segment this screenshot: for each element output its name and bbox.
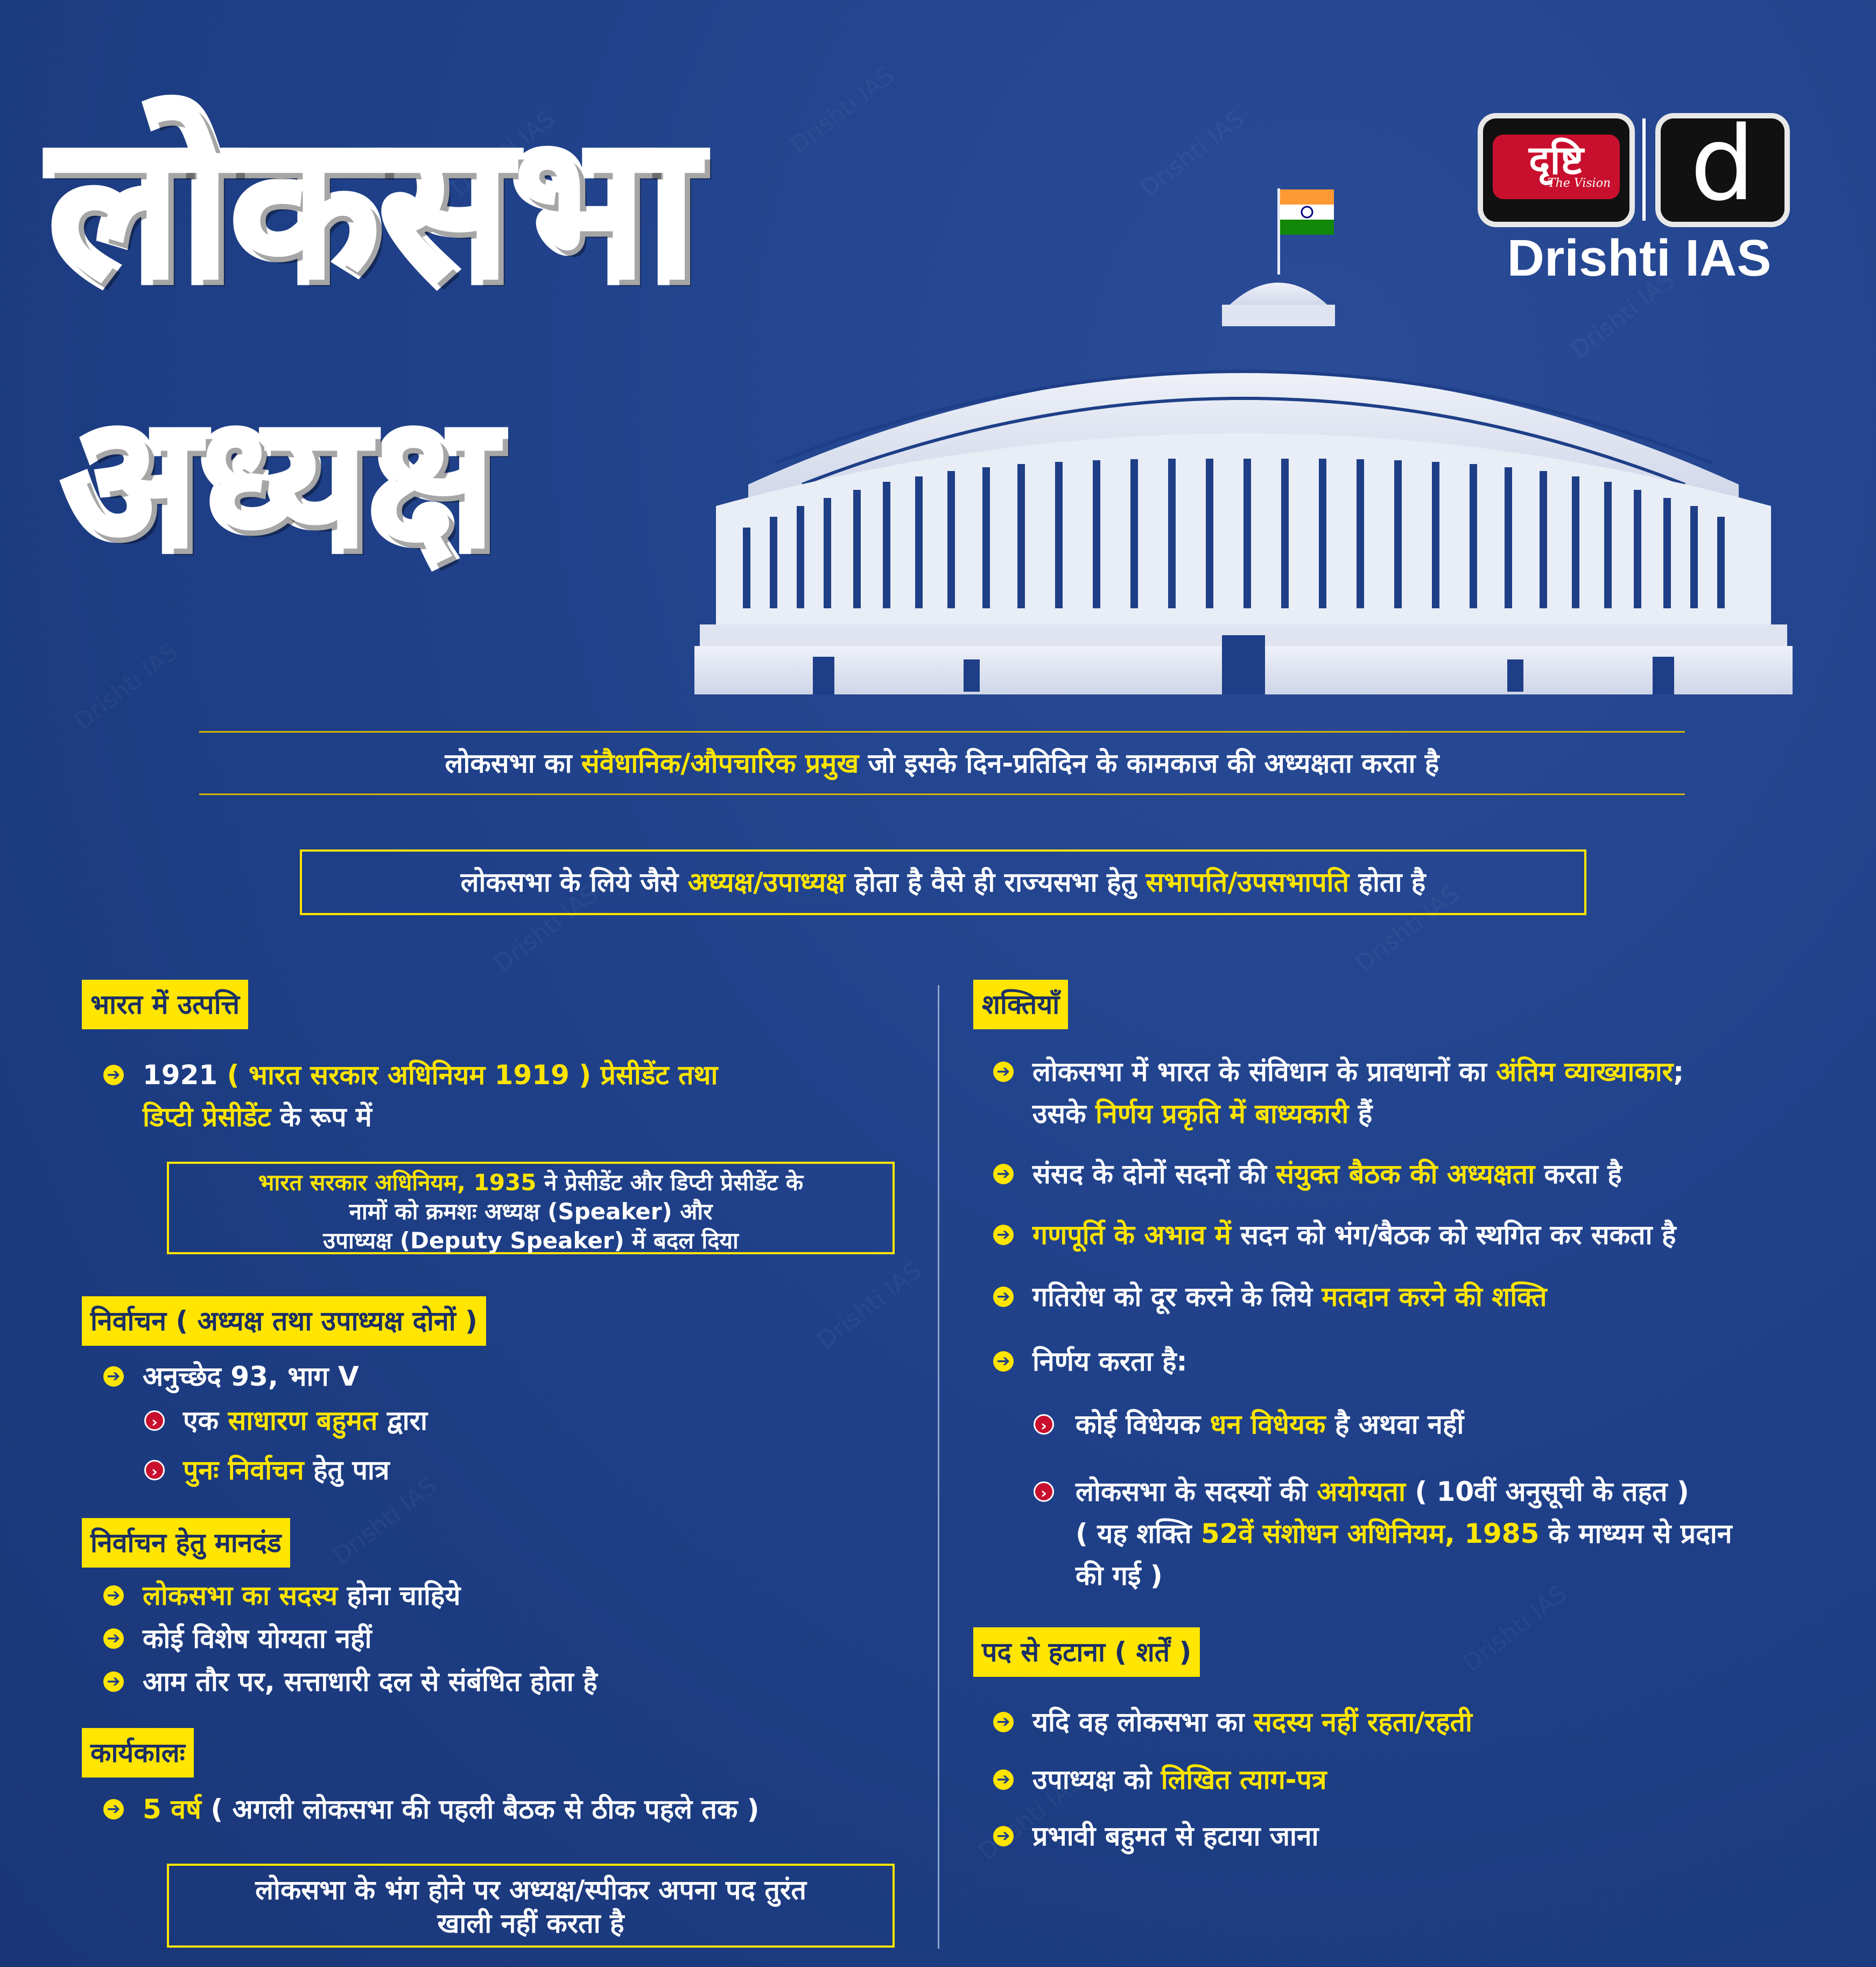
note-1935-act: भारत सरकार अधिनियम, 1935 ने प्रेसीडेंट और डिप्टी प्रेसीडेंट के नामों को क्रमशः अध्यक्ष (Speaker) और उपाध्यक्ष (Deputy Speaker) में बदल दिया	[167, 1162, 895, 1254]
tagline-text-end: जो इसके दिन-प्रतिदिन के कामकाज की अध्यक्षता करता है	[859, 748, 1439, 779]
powers-subitem: कोई विधेयक धन विधेयक है अथवा नहीं	[1076, 1409, 1464, 1440]
powers-item: गतिरोध को दूर करने के लिये मतदान करने की शक्ति	[1032, 1281, 1547, 1312]
arrow-bullet-icon: ➔	[103, 1628, 124, 1649]
tagline-rule-bottom	[199, 793, 1685, 795]
arrow-bullet-icon: ➔	[993, 1062, 1014, 1082]
arrow-bullet-icon: ➔	[103, 1799, 124, 1820]
tenure-item: 5 वर्ष ( अगली लोकसभा की पहली बैठक से ठीक पहले तक )	[143, 1794, 760, 1825]
election-subitem: पुनः निर्वाचन हेतु पात्र	[183, 1455, 390, 1486]
section-header-tenure: कार्यकालः	[82, 1728, 194, 1778]
red-bullet-icon: ›	[1034, 1481, 1054, 1502]
red-bullet-icon: ›	[1034, 1414, 1054, 1435]
section-header-election: निर्वाचन ( अध्यक्ष तथा उपाध्यक्ष दोनों )	[82, 1296, 486, 1346]
removal-item: यदि वह लोकसभा का सदस्य नहीं रहता/रहती	[1032, 1706, 1473, 1738]
removal-item: प्रभावी बहुमत से हटाया जाना	[1032, 1821, 1319, 1852]
title-line-2: अध्यक्ष	[65, 381, 498, 588]
powers-item: लोकसभा में भारत के संविधान के प्रावधानों का अंतिम व्याख्याकार; उसके निर्णय प्रकृति में बाध्यकारी हैं	[1032, 1056, 1684, 1129]
flag-icon	[1277, 188, 1334, 275]
powers-item: संसद के दोनों सदनों की संयुक्त बैठक की अध्यक्षता करता है	[1032, 1158, 1622, 1190]
criteria-item: लोकसभा का सदस्य होना चाहिये	[143, 1580, 461, 1611]
arrow-bullet-icon: ➔	[993, 1769, 1014, 1790]
tagline	[199, 732, 1685, 795]
arrow-bullet-icon: ➔	[103, 1366, 124, 1387]
criteria-item: आम तौर पर, सत्ताधारी दल से संबंधित होता है	[143, 1666, 598, 1697]
section-header-origin: भारत में उत्पत्ति	[82, 980, 248, 1029]
arrow-bullet-icon: ➔	[103, 1585, 124, 1606]
arrow-bullet-icon: ➔	[993, 1712, 1014, 1732]
arrow-bullet-icon: ➔	[993, 1287, 1014, 1307]
logo-name: Drishti IAS	[1507, 229, 1772, 287]
arrow-bullet-icon: ➔	[993, 1351, 1014, 1372]
logo-tagline: The Vision	[1548, 177, 1611, 190]
criteria-item: कोई विशेष योग्यता नहीं	[143, 1623, 372, 1654]
origin-item: 1921 ( भारत सरकार अधिनियम 1919 ) प्रेसीडेंट तथा डिप्टी प्रेसीडेंट के रूप में	[143, 1059, 718, 1133]
powers-item: गणपूर्ति के अभाव में सदन को भंग/बैठक को स्थगित कर सकता है	[1032, 1219, 1676, 1251]
arrow-bullet-icon: ➔	[103, 1065, 124, 1085]
column-divider	[938, 985, 939, 1949]
section-header-powers: शक्तियाँ	[973, 980, 1068, 1029]
red-bullet-icon: ›	[144, 1460, 165, 1480]
logo-hindi-text: दृष्टि	[1493, 135, 1620, 199]
title-line-1: लोकसभा	[51, 97, 699, 322]
tagline-text: लोकसभा का	[445, 748, 581, 779]
arrow-bullet-icon: ➔	[993, 1164, 1014, 1184]
note-rajyasabha: लोकसभा के लिये जैसे अध्यक्ष/उपाध्यक्ष होता है वैसे ही राज्यसभा हेतु सभापति/उपसभापति होता है	[300, 849, 1586, 915]
powers-subitem: लोकसभा के सदस्यों की अयोग्यता ( 10वीं अनुसूची के तहत ) ( यह शक्ति 52वें संशोधन अधिनियम, 1985 के माध्यम से प्रदान की गई )	[1076, 1476, 1732, 1591]
removal-item: उपाध्यक्ष को लिखित त्याग-पत्र	[1032, 1764, 1327, 1795]
powers-item: निर्णय करता है:	[1032, 1346, 1188, 1377]
red-bullet-icon: ›	[144, 1410, 165, 1431]
section-header-removal: पद से हटाना ( शर्तें )	[973, 1627, 1200, 1677]
arrow-bullet-icon: ➔	[993, 1826, 1014, 1846]
parliament-building-illustration	[684, 183, 1803, 700]
note-dissolution: लोकसभा के भंग होने पर अध्यक्ष/स्पीकर अपना पद तुरंत खाली नहीं करता है	[167, 1864, 895, 1948]
arrow-bullet-icon: ➔	[993, 1225, 1014, 1245]
section-header-criteria: निर्वाचन हेतु मानदंड	[82, 1518, 290, 1568]
logo-d-letter: d	[1690, 104, 1755, 223]
election-item: अनुच्छेद 93, भाग V	[143, 1361, 359, 1392]
tagline-highlight: संवैधानिक/औपचारिक प्रमुख	[581, 748, 859, 779]
arrow-bullet-icon: ➔	[103, 1671, 124, 1692]
election-subitem: एक साधारण बहुमत द्वारा	[183, 1405, 427, 1436]
